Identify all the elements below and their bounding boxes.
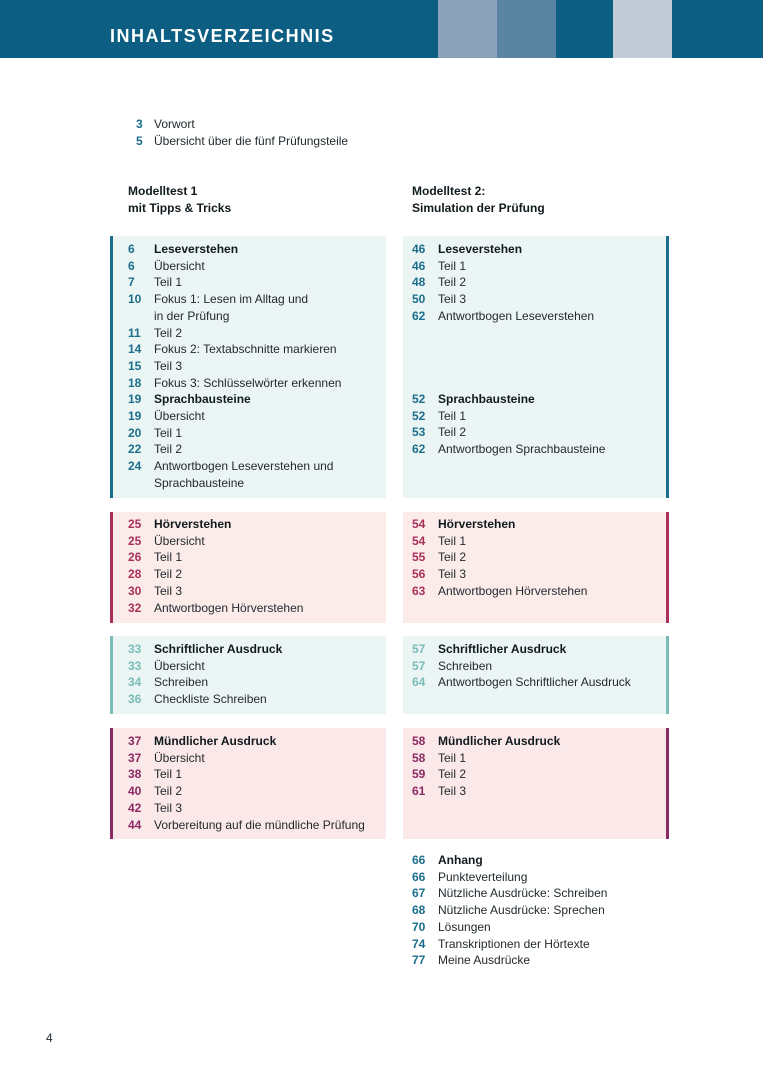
toc-page-number: 62: [412, 308, 426, 323]
toc-page-number: 64: [412, 675, 426, 690]
toc-page-number: 74: [412, 936, 426, 951]
toc-entry-label: Teil 2: [154, 325, 183, 340]
toc-page-number: 56: [412, 567, 426, 582]
toc-section-heading: Leseverstehen: [154, 242, 239, 256]
toc-entry-label: Antwortbogen Hörverstehen: [154, 600, 304, 615]
toc-entry-label: Teil 2: [154, 567, 183, 582]
toc-page-number: 34: [128, 675, 142, 690]
toc-entry-label: Antwortbogen Leseverstehen: [438, 308, 595, 323]
toc-page-number: 58: [412, 750, 426, 765]
right-column-title: [412, 183, 545, 216]
page-title: INHALTSVERZEICHNIS: [110, 26, 335, 46]
toc-page-number: 38: [128, 767, 142, 782]
toc-entry-label: Antwortbogen Schriftlicher Ausdruck: [438, 675, 631, 690]
toc-section-heading: Sprachbausteine: [438, 392, 535, 406]
toc-page-number: 6: [128, 242, 135, 256]
toc-page-number: 62: [412, 442, 426, 457]
toc-page-number: 63: [412, 583, 426, 598]
toc-page-number: 46: [412, 258, 426, 273]
toc-page-number: 54: [412, 533, 426, 548]
toc-page-number: 77: [412, 953, 426, 968]
toc-page-number: 37: [128, 750, 142, 765]
toc-entry-label: Übersicht: [154, 750, 205, 765]
toc-page-number: 33: [128, 658, 142, 673]
toc-page-number: 50: [412, 292, 426, 307]
toc-page-number: 58: [412, 734, 426, 748]
toc-page-number: 67: [412, 886, 426, 901]
toc-entry-label: Checkliste Schreiben: [154, 692, 267, 707]
toc-entry-label: Lösungen: [438, 919, 491, 934]
right-title-line-2: Simulation der Prüfung: [412, 200, 545, 215]
toc-page-number: 19: [128, 392, 142, 407]
toc-section-heading: Anhang: [438, 853, 483, 867]
toc-entry-label: Teil 3: [154, 358, 183, 373]
toc-section-heading: Hörverstehen: [438, 517, 516, 531]
toc-entry-label: Teil 2: [154, 784, 183, 799]
toc-entry-label: Teil 3: [438, 784, 467, 799]
toc-page-number: 57: [412, 642, 426, 656]
toc-entry-label: Fokus 1: Lesen im Alltag und: [154, 292, 309, 307]
toc-page-number: 59: [412, 767, 426, 782]
toc-entry-label: Teil 1: [438, 750, 467, 765]
toc-entry-label: Vorwort: [154, 117, 195, 131]
toc-page-number: 14: [128, 342, 142, 357]
toc-page-number: 10: [128, 292, 142, 307]
toc-entry-label: Teil 3: [154, 583, 183, 598]
header-block-2: [497, 0, 556, 58]
toc-page-number: 70: [412, 919, 426, 934]
toc-page-number: 30: [128, 583, 142, 598]
toc-page-number: 32: [128, 600, 142, 615]
toc-page-number: 48: [412, 275, 426, 290]
toc-section-heading: Schriftlicher Ausdruck: [438, 642, 567, 656]
toc-section-heading: Mündlicher Ausdruck: [438, 734, 561, 748]
toc-page-number: 24: [128, 459, 142, 474]
toc-page-number: 68: [412, 903, 426, 918]
toc-entry-label: Teil 1: [154, 550, 183, 565]
toc-entry-label: Übersicht: [154, 533, 205, 548]
toc-page-number: 66: [412, 869, 426, 884]
header-block-1: [438, 0, 497, 58]
toc-section-heading: Hörverstehen: [154, 517, 232, 531]
toc-entry-label: Punkteverteilung: [438, 869, 528, 884]
toc-entry-label: Teil 3: [438, 292, 467, 307]
toc-page-number: 6: [128, 258, 135, 273]
toc-entry-label: Teil 3: [438, 567, 467, 582]
toc-section-heading: Mündlicher Ausdruck: [154, 734, 277, 748]
toc-entry-label: Übersicht: [154, 409, 205, 423]
toc-page-number: 20: [128, 425, 142, 440]
toc-entry-label: Nützliche Ausdrücke: Sprechen: [438, 903, 605, 918]
toc-entry-label: Teil 2: [154, 442, 183, 457]
toc-page-number: 5: [136, 134, 143, 148]
toc-page-number: 33: [128, 642, 142, 656]
toc-entry-label: Teil 2: [438, 767, 467, 782]
toc-entry-label: Übersicht über die fünf Prüfungsteile: [154, 134, 349, 148]
toc-page-number: 37: [128, 734, 142, 748]
toc-page-number: 26: [128, 550, 142, 565]
toc-page-number: 57: [412, 658, 426, 673]
toc-page-number: 46: [412, 242, 426, 256]
toc-page-number: 18: [128, 375, 142, 390]
toc-page-number: 53: [412, 425, 426, 440]
page-number: 4: [46, 1031, 53, 1045]
toc-entry-label: Teil 2: [438, 550, 467, 565]
toc-entry-label: Vorbereitung auf die mündliche Prüfung: [154, 817, 365, 832]
header-bar: [0, 0, 763, 58]
toc-entry-label: Übersicht: [154, 258, 205, 273]
toc-section-heading: Sprachbausteine: [154, 392, 251, 407]
toc-entry-label: Teil 1: [438, 258, 467, 273]
toc-entry-label: Schreiben: [438, 658, 493, 673]
toc-entry-label: Sprachbausteine: [154, 475, 245, 490]
toc-entry-label: Antwortbogen Hörverstehen: [438, 583, 588, 598]
toc-page-number: 36: [128, 692, 142, 707]
toc-entry-label: Transkriptionen der Hörtexte: [438, 936, 590, 951]
toc-entry-label: Teil 1: [154, 767, 183, 782]
toc-section-heading: Schriftlicher Ausdruck: [154, 642, 283, 656]
toc-page-number: 28: [128, 567, 142, 582]
toc-page-number: 3: [136, 117, 143, 131]
toc-entry-label: Teil 2: [438, 425, 467, 440]
left-title-line-1: Modelltest 1: [128, 184, 198, 198]
toc-entry-label: Meine Ausdrücke: [438, 953, 531, 968]
toc-entry-label: Antwortbogen Sprachbausteine: [438, 442, 606, 457]
toc-page-number: 54: [412, 517, 426, 531]
toc-page-number: 42: [128, 800, 142, 815]
toc-entry-label: Teil 1: [154, 275, 183, 290]
toc-page-number: 52: [412, 392, 426, 406]
toc-page-number: 11: [128, 325, 141, 340]
toc-page-number: 22: [128, 442, 142, 457]
toc-section-heading: Leseverstehen: [438, 242, 523, 256]
toc-page-number: 55: [412, 550, 426, 565]
toc-entry-label: Fokus 2: Textabschnitte markieren: [154, 342, 337, 357]
toc-page-number: 7: [128, 275, 135, 290]
toc-page-number: 25: [128, 517, 142, 531]
toc-page-number: 15: [128, 358, 142, 373]
header-block-3: [613, 0, 672, 58]
toc-entry-label: Teil 1: [438, 533, 467, 548]
toc-page-number: 40: [128, 784, 142, 799]
toc-entry-label: Fokus 3: Schlüsselwörter erkennen: [154, 375, 342, 390]
toc-entry-label: in der Prüfung: [154, 308, 230, 323]
toc-page-number: 61: [412, 784, 426, 799]
toc-page-number: 44: [128, 817, 142, 832]
toc-entry-label: Schreiben: [154, 675, 209, 690]
toc-page-number: 19: [128, 409, 142, 423]
left-title-line-2: mit Tipps & Tricks: [128, 200, 232, 215]
toc-entry-label: Übersicht: [154, 658, 205, 673]
toc-entry-label: Nützliche Ausdrücke: Schreiben: [438, 886, 608, 901]
toc-entry-label: Teil 1: [154, 425, 183, 440]
toc-entry-label: Antwortbogen Leseverstehen und: [154, 459, 334, 474]
right-title-line-1: Modelltest 2:: [412, 184, 486, 198]
toc-entry-label: Teil 2: [438, 275, 467, 290]
toc-page-number: 25: [128, 533, 142, 548]
toc-entry-label: Teil 1: [438, 408, 467, 423]
toc-page-number: 66: [412, 853, 426, 867]
toc-page-number: 52: [412, 408, 426, 423]
left-column-title: [128, 183, 231, 216]
toc-entry-label: Teil 3: [154, 800, 183, 815]
